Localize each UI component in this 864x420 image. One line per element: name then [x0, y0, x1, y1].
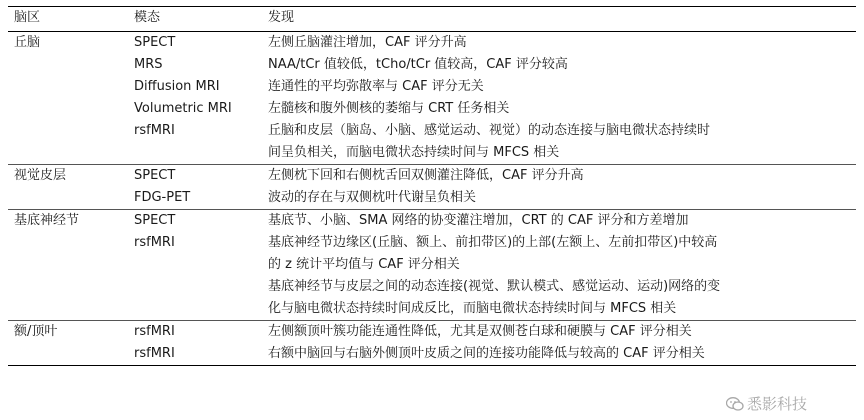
modality-spacer	[134, 254, 262, 276]
header-modality: 模态	[128, 7, 262, 32]
table-row	[8, 165, 856, 210]
modality-label: rsfMRI	[134, 324, 175, 339]
finding-cell	[262, 321, 856, 366]
modality-spacer	[134, 276, 262, 298]
region-cell: 丘脑	[8, 32, 128, 165]
modality-label: rsfMRI	[134, 123, 175, 138]
region-group	[8, 210, 856, 321]
modality-label: FDG-PET	[134, 190, 191, 205]
modality-spacer	[134, 298, 262, 320]
finding-cell	[262, 165, 856, 210]
finding-line: 基底节、小脑、SMA 网络的协变灌注增加，CRT 的 CAF 评分和方差增加	[268, 213, 689, 228]
table-row	[8, 321, 856, 366]
table-row	[8, 32, 856, 165]
region-group	[8, 321, 856, 366]
modality-label: rsfMRI	[134, 346, 175, 361]
watermark-text: 悉影科技	[747, 395, 808, 413]
finding-line: 化与脑电微状态持续时间成反比，而脑电微状态持续时间与 MFCS 相关	[268, 301, 677, 316]
finding-line: 左侧丘脑灌注增加，CAF 评分升高	[268, 35, 467, 50]
finding-line: 左侧枕下回和右侧枕舌回双侧灌注降低，CAF 评分升高	[268, 168, 584, 183]
region-cell: 额/顶叶	[8, 321, 128, 366]
finding-line: 基底神经节与皮层之间的动态连接(视觉、默认模式、感觉运动、运动)网络的变	[268, 279, 721, 294]
region-cell: 基底神经节	[8, 210, 128, 321]
region-cell: 视觉皮层	[8, 165, 128, 210]
finding-line: 间呈负相关，而脑电微状态持续时间与 MFCS 相关	[268, 145, 560, 160]
modality-cell	[128, 321, 262, 366]
modality-cell	[128, 165, 262, 210]
finding-line: 的 z 统计平均值与 CAF 评分相关	[268, 257, 460, 272]
modality-label: SPECT	[134, 35, 176, 50]
modality-label: rsfMRI	[134, 235, 175, 250]
modality-label: SPECT	[134, 168, 176, 183]
finding-line: 波动的存在与双侧枕叶代谢呈负相关	[268, 190, 477, 205]
modality-cell	[128, 32, 262, 165]
finding-line: 右额中脑回与右脑外侧顶叶皮质之间的连接功能降低与较高的 CAF 评分相关	[268, 346, 705, 361]
modality-spacer	[134, 142, 262, 164]
modality-label: MRS	[134, 57, 163, 72]
table-row	[8, 210, 856, 321]
modality-label: Diffusion MRI	[134, 79, 220, 94]
finding-line: 左侧额顶叶簇功能连通性降低，尤其是双侧苍白球和硬膜与 CAF 评分相关	[268, 324, 692, 339]
modality-label: Volumetric MRI	[134, 101, 232, 116]
header-finding: 发现	[262, 7, 856, 32]
finding-line: 基底神经节边缘区(丘脑、额上、前扣带区)的上部(左额上、左前扣带区)中较高	[268, 235, 718, 250]
findings-table	[8, 6, 856, 366]
modality-cell	[128, 210, 262, 321]
region-group	[8, 165, 856, 210]
wechat-icon	[726, 397, 744, 411]
finding-line: 丘脑和皮层（脑岛、小脑、感觉运动、视觉）的动态连接与脑电微状态持续时	[268, 123, 711, 138]
finding-cell	[262, 210, 856, 321]
finding-line: 左髓核和腹外侧核的萎缩与 CRT 任务相关	[268, 101, 510, 116]
header-row	[8, 7, 856, 32]
region-group	[8, 32, 856, 165]
finding-line: NAA/tCr 值较低，tCho/tCr 值较高，CAF 评分较高	[268, 57, 568, 72]
finding-line: 连通性的平均弥散率与 CAF 评分无关	[268, 79, 484, 94]
modality-label: SPECT	[134, 213, 176, 228]
finding-cell	[262, 32, 856, 165]
header-region: 脑区	[8, 7, 128, 32]
watermark	[726, 393, 807, 414]
